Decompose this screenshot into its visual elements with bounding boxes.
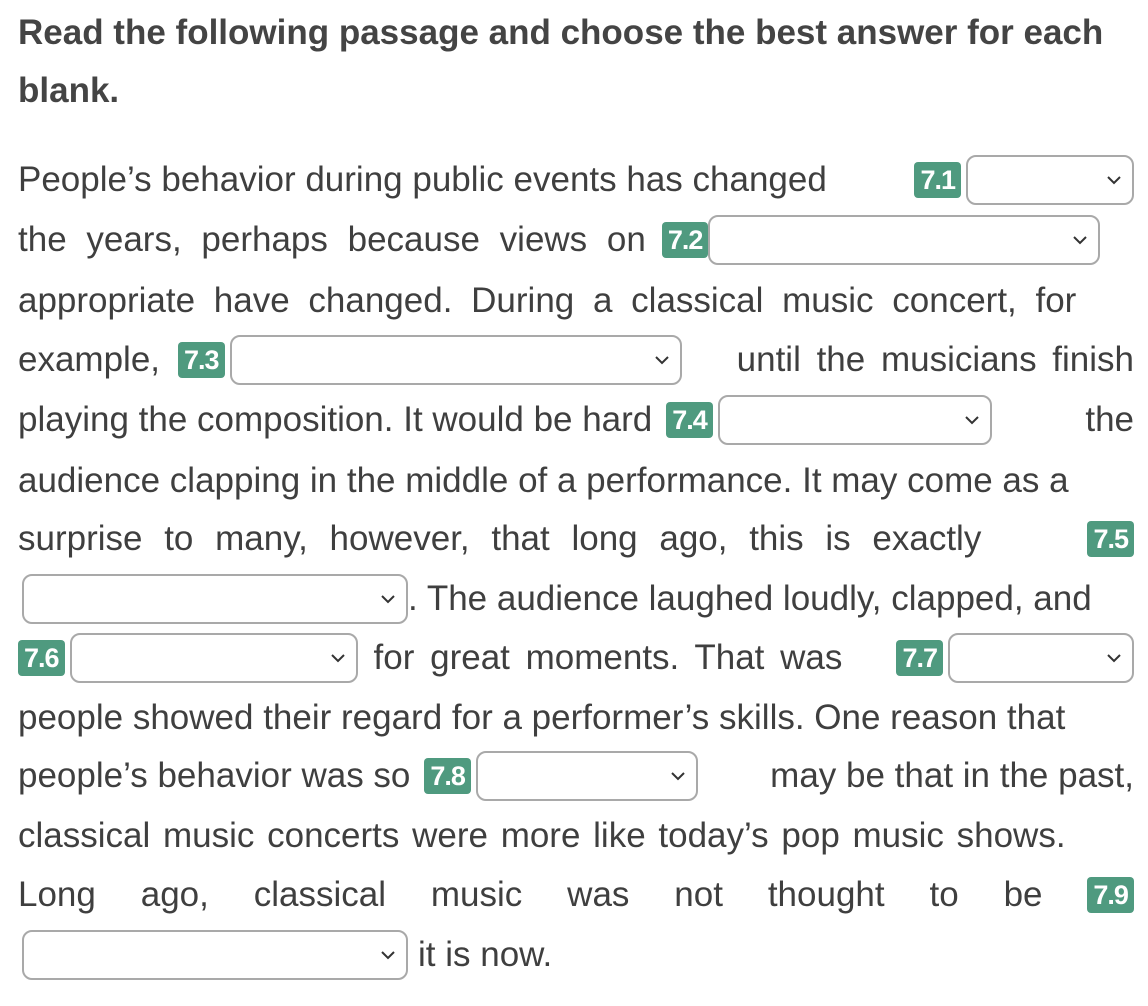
answer-dropdown-7-7[interactable] xyxy=(948,633,1134,683)
blank-number-badge: 7.2 xyxy=(662,222,709,258)
passage-text: example, xyxy=(18,340,161,379)
passage-text: the years, perhaps because views on xyxy=(18,220,646,259)
passage-text: . The audience laughed loudly, clapped, and xyxy=(408,579,1092,618)
passage-line xyxy=(18,150,1134,210)
blank-group xyxy=(914,155,1134,205)
passage-text: People’s behavior during public events has changed xyxy=(18,160,827,199)
passage-text: appropriate have changed. During a classical music concert, for xyxy=(18,281,1077,320)
answer-dropdown-7-1[interactable] xyxy=(966,155,1134,205)
passage-line xyxy=(18,330,1134,390)
passage-text: for great moments. That was xyxy=(373,638,843,677)
chevron-down-icon xyxy=(330,652,346,664)
chevron-down-icon xyxy=(380,949,396,961)
answer-dropdown-7-5[interactable] xyxy=(22,574,408,624)
passage-text: may be that in the past, xyxy=(770,756,1134,795)
answer-dropdown-7-8[interactable] xyxy=(476,751,698,801)
blank-group xyxy=(18,335,682,385)
chevron-down-icon xyxy=(380,593,396,605)
passage-text: classical music concerts were more like today’s pop music shows. xyxy=(18,816,1066,855)
chevron-down-icon xyxy=(1072,234,1088,246)
chevron-down-icon xyxy=(1106,652,1122,664)
passage-line xyxy=(18,210,1134,270)
passage-text: it is now. xyxy=(418,935,553,974)
blank-number-badge: 7.4 xyxy=(666,402,713,438)
passage-line xyxy=(18,688,1134,748)
blank-number-badge: 7.5 xyxy=(1087,521,1134,557)
answer-dropdown-7-6[interactable] xyxy=(70,633,358,683)
passage-text: the xyxy=(1085,400,1134,439)
passage-text: audience clapping in the middle of a performance. It may come as a xyxy=(18,461,1069,500)
blank-number-badge: 7.8 xyxy=(424,758,471,794)
passage-line xyxy=(18,271,1134,331)
passage-text: surprise to many, however, that long ago, this is exactly xyxy=(18,519,982,558)
blank-group xyxy=(18,395,992,445)
chevron-down-icon xyxy=(1106,174,1122,186)
passage-line xyxy=(18,390,1134,450)
blank-number-badge: 7.9 xyxy=(1087,877,1134,913)
passage-word: thought xyxy=(767,875,885,914)
passage-text: until the musicians finish xyxy=(736,340,1134,379)
blank-number-badge: 7.3 xyxy=(178,342,225,378)
passage-text: people showed their regard for a performer’s skills. One reason that xyxy=(18,698,1066,737)
passage-line xyxy=(18,569,1134,629)
chevron-down-icon xyxy=(670,770,686,782)
blank-number-badge: 7.7 xyxy=(896,640,943,676)
blank-group xyxy=(18,751,698,801)
passage-word: ago, xyxy=(140,875,209,914)
chevron-down-icon xyxy=(964,414,980,426)
passage-line xyxy=(18,628,1134,688)
chevron-down-icon xyxy=(654,354,670,366)
passage-line xyxy=(18,865,1134,925)
answer-dropdown-7-9[interactable] xyxy=(22,930,408,980)
blank-group xyxy=(18,633,842,683)
blank-group xyxy=(896,633,1134,683)
instruction-heading: Read the following passage and choose the best answer for each blank. xyxy=(18,13,1104,110)
passage-word: classical xyxy=(253,875,387,914)
passage-word: to xyxy=(929,875,959,914)
answer-dropdown-7-4[interactable] xyxy=(718,395,992,445)
passage-line xyxy=(18,451,1134,511)
passage-text: people’s behavior was so xyxy=(18,756,411,795)
passage-line xyxy=(18,925,1134,985)
blank-number-badge: 7.6 xyxy=(18,640,65,676)
passage-line xyxy=(18,509,1134,569)
passage-word: was xyxy=(567,875,630,914)
passage-word: be xyxy=(1003,875,1043,914)
passage-word: not xyxy=(674,875,723,914)
passage-line xyxy=(18,806,1134,866)
answer-dropdown-7-2[interactable] xyxy=(708,215,1100,265)
passage-word: music xyxy=(430,875,523,914)
blank-number-badge: 7.1 xyxy=(914,162,961,198)
answer-dropdown-7-3[interactable] xyxy=(230,335,682,385)
passage-line xyxy=(18,746,1134,806)
passage-text: playing the composition. It would be hard xyxy=(18,400,653,439)
passage-word: Long xyxy=(18,875,96,914)
